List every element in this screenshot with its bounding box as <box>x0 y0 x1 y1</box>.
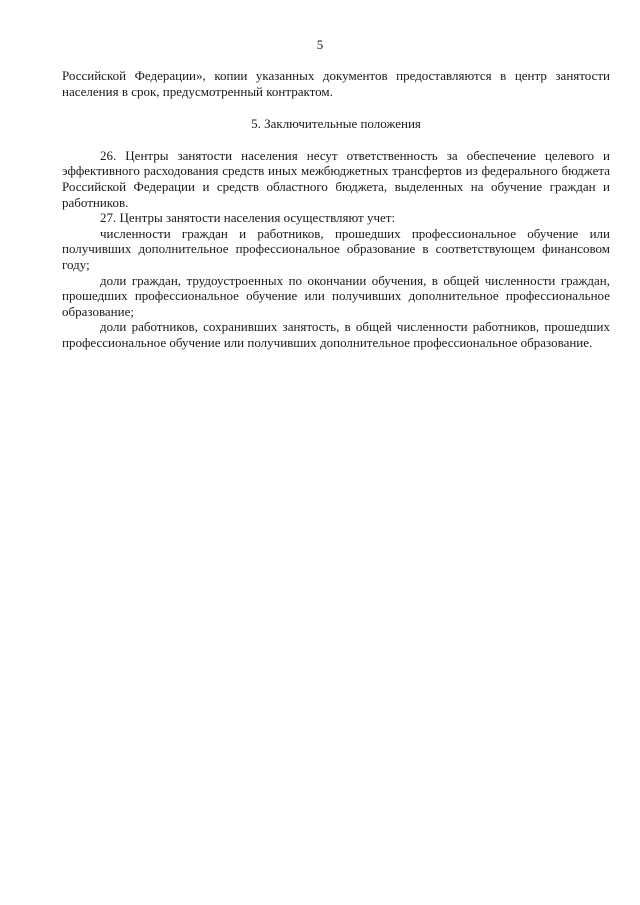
list-item-retained-share: доли работников, сохранивших занятость, в общей численности работников, прошедших профессиональное обучение или получивших дополнительное профессиональное образование. <box>62 319 610 350</box>
page-number: 5 <box>316 37 324 52</box>
continuation-paragraph: Российской Федерации», копии указанных документов предоставляются в центр занятости населения в срок, предусмотренный контрактом. <box>62 68 610 99</box>
list-item-employed-share: доли граждан, трудоустроенных по окончании обучения, в общей численности граждан, прошедших профессиональное обучение или получивших дополнительное профессиональное образование; <box>62 272 610 319</box>
paragraph-27: 27. Центры занятости населения осуществляют учет: <box>100 210 396 226</box>
paragraph-26: 26. Центры занятости населения несут ответственность за обеспечение целевого и эффективного расходования средств иных межбюджетных трансфертов из федерального бюджета Российской Федерации и средств областного бюджета, выделенных на обучение граждан и работников. <box>62 147 610 210</box>
page-content <box>62 68 610 351</box>
list-item-headcount: численности граждан и работников, прошедших профессиональное обучение или получивших дополнительное профессиональное образование в соответствующем финансовом году; <box>62 225 610 272</box>
section-heading: 5. Заключительные положения <box>251 116 421 132</box>
